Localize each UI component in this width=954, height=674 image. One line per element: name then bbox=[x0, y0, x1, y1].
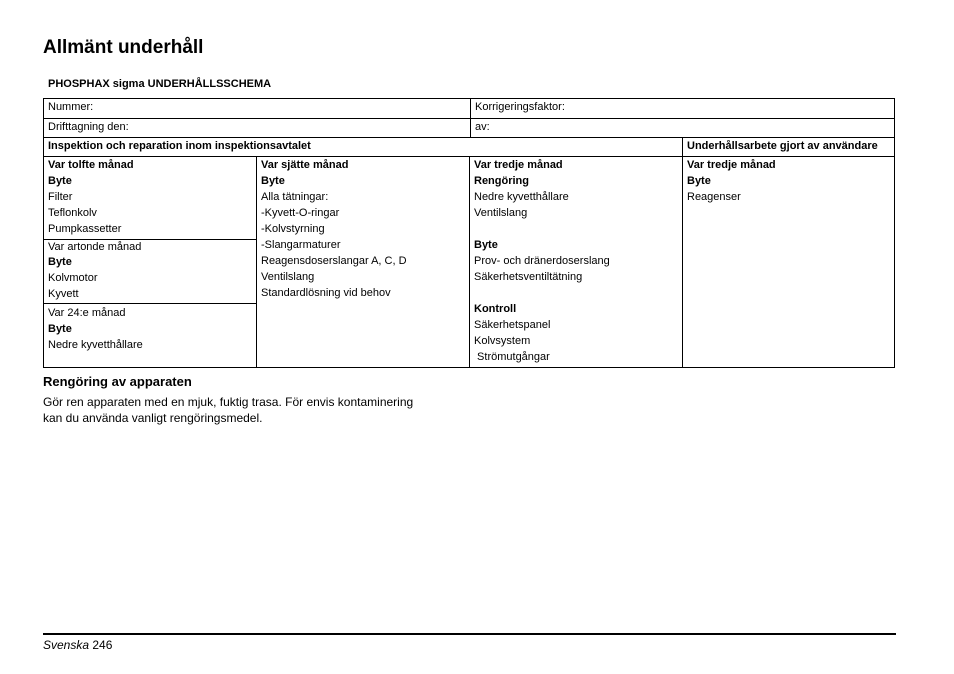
every-3-months-block: Var tredje månad Rengöring Nedre kyvetthållare Ventilslang Byte Prov- och dränerdoserslang Säkerhetsventiltätning Kontroll Säkerhetspanel Kolvsystem Strömutgångar bbox=[470, 157, 682, 365]
list-item: Kolvmotor bbox=[48, 272, 98, 284]
list-item: Pumpkassetter bbox=[48, 223, 122, 235]
list-item: Kyvett bbox=[48, 288, 79, 300]
list-item: Filter bbox=[48, 191, 73, 203]
inspection-header: Inspektion och reparation inom inspektionsavtalet bbox=[48, 140, 311, 152]
cleaning-heading: Rengöring av apparaten bbox=[43, 374, 192, 389]
list-item: Nedre kyvetthållare bbox=[48, 339, 143, 351]
every-12-months-block: Var tolfte månad Byte Filter Teflonkolv Pumpkassetter bbox=[44, 157, 256, 237]
list-item: Nedre kyvetthållare bbox=[474, 191, 569, 203]
list-item: Alla tätningar: bbox=[261, 191, 329, 203]
footer-language: Svenska bbox=[43, 638, 90, 652]
list-item: -Kolvstyrning bbox=[261, 223, 325, 235]
by-field bbox=[471, 119, 895, 138]
every-6-months-block: Var sjätte månad Byte Alla tätningar: -Kyvett-O-ringar -Kolvstyrning -Slangarmaturer Reagensdoserslangar A, C, D Ventilslang Standardlösning vid behov bbox=[257, 157, 469, 301]
list-item: Ventilslang bbox=[474, 207, 528, 219]
commissioning-date-label: Drifttagning den: bbox=[48, 121, 129, 133]
by-label: av: bbox=[475, 121, 490, 133]
list-item: Ventilslang bbox=[261, 271, 315, 283]
user-work-header: Underhållsarbete gjort av användare bbox=[687, 140, 878, 152]
user-every-3-months-block: Var tredje månad Byte Reagenser bbox=[683, 157, 895, 205]
commissioning-date-field bbox=[44, 119, 470, 138]
list-item: Reagenser bbox=[687, 191, 741, 203]
every-18-months-block: Var artonde månad Byte Kolvmotor Kyvett bbox=[44, 240, 256, 302]
page-footer bbox=[43, 638, 112, 652]
footer-page-number: 246 bbox=[92, 638, 113, 652]
list-item: -Slangarmaturer bbox=[261, 239, 341, 251]
number-field bbox=[44, 99, 470, 118]
number-label: Nummer: bbox=[48, 101, 94, 113]
footer-rule bbox=[43, 633, 896, 635]
page-title: Allmänt underhåll bbox=[43, 37, 204, 58]
list-item: Kolvsystem bbox=[474, 335, 531, 347]
list-item: Prov- och dränerdoserslang bbox=[474, 255, 610, 267]
list-item: Strömutgångar bbox=[474, 351, 550, 363]
list-item: Säkerhetsventiltätning bbox=[474, 271, 583, 283]
list-item: Standardlösning vid behov bbox=[261, 287, 391, 299]
list-item: Reagensdoserslangar A, C, D bbox=[261, 255, 407, 267]
list-item: Säkerhetspanel bbox=[474, 319, 551, 331]
correction-factor-label: Korrigeringsfaktor: bbox=[475, 101, 565, 113]
schema-title: PHOSPHAX sigma UNDERHÅLLSSCHEMA bbox=[48, 78, 272, 90]
correction-factor-field bbox=[471, 99, 895, 118]
list-item: -Kyvett-O-ringar bbox=[261, 207, 340, 219]
maintenance-schedule-table bbox=[43, 98, 895, 368]
every-24-months-block: Var 24:e månad Byte Nedre kyvetthållare bbox=[44, 305, 256, 353]
list-item: Teflonkolv bbox=[48, 207, 97, 219]
cleaning-paragraph: Gör ren apparaten med en mjuk, fuktig trasa. För envis kontaminering kan du använda vanligt rengöringsmedel. bbox=[43, 395, 414, 425]
